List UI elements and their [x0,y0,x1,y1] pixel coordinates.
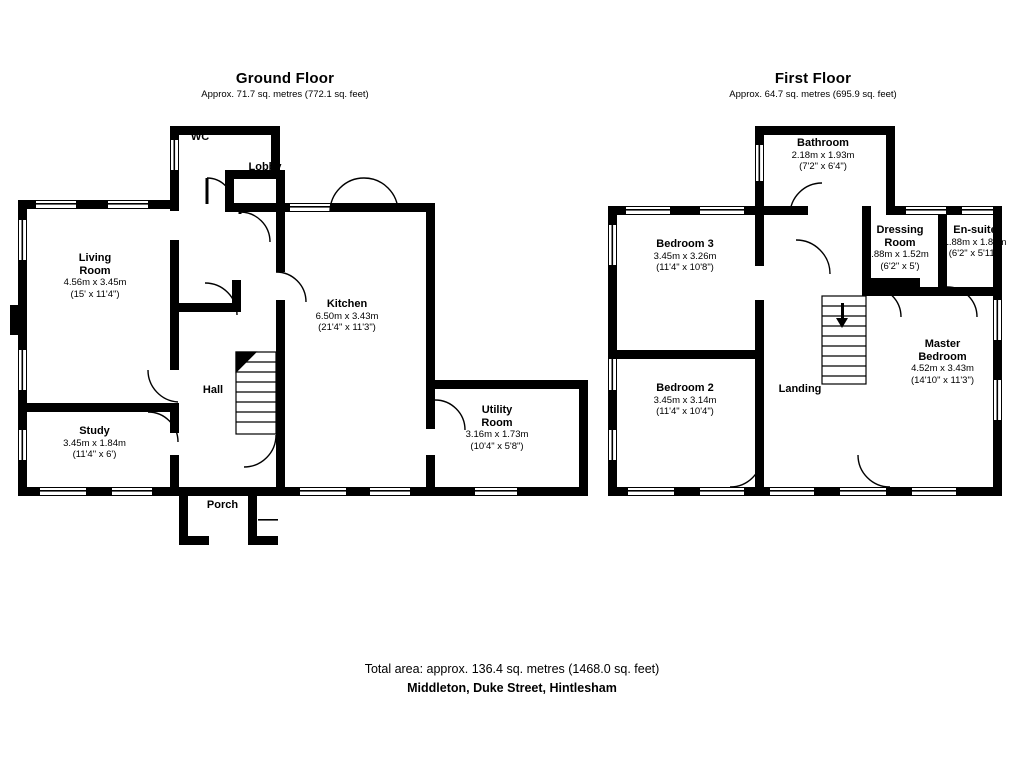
room-label-utility-room [442,404,552,452]
room-name-bedroom-2: Bedroom 2 [656,382,714,394]
ground-floor-subtitle: Approx. 71.7 sq. metres (772.1 sq. feet) [201,89,369,100]
room-name-master-line1: Master [924,338,961,350]
room-label-dressing-room [860,224,940,272]
room-name-master-line2: Bedroom [918,350,967,363]
room-name-utility-line1: Utility [481,404,513,416]
room-name-kitchen: Kitchen [326,298,368,310]
room-dims-bedroom-3-imperial: (11'4" x 10'8") [656,262,714,273]
room-name-bedroom-3: Bedroom 3 [656,238,714,250]
property-address: Middleton, Duke Street, Hintlesham [407,681,617,695]
room-dims-master-metric: 4.52m x 3.43m [911,363,974,374]
room-name-dressing-line2: Room [884,236,916,249]
room-name-hall: Hall [202,384,224,396]
room-name-utility-line2: Room [481,416,513,429]
room-dims-study-metric: 3.45m x 1.84m [63,437,126,449]
room-label-wc [165,131,235,144]
room-dims-en-suite-metric: 1.88m x 1.81m [943,236,1007,248]
room-dims-dressing-metric: .88m x 1.52m [871,249,929,260]
room-dims-study-imperial: (11'4" x 6') [72,449,117,460]
room-name-en-suite: En-suite [953,224,997,236]
total-area-text: Total area: approx. 136.4 sq. metres (1468.0 sq. feet) [364,662,660,676]
room-label-living-room [45,252,145,300]
room-label-kitchen [292,298,402,334]
room-dims-kitchen-imperial: (21'4" x 11'3") [318,322,376,333]
room-name-lobby: Lobby [248,161,282,173]
room-dims-living-room-imperial: (15' x 11'4") [70,288,120,300]
room-dims-bedroom-2-imperial: (11'4" x 10'4") [656,406,714,417]
room-label-porch [185,499,260,512]
room-label-bedroom-2 [630,382,740,418]
room-label-en-suite [935,224,1015,260]
room-label-bathroom [763,137,883,173]
room-label-landing [760,383,840,396]
first-floor-title: First Floor [774,70,852,87]
room-name-living-room-line1: Living [78,252,112,264]
first-floor-subtitle: Approx. 64.7 sq. metres (695.9 sq. feet) [729,89,897,100]
room-name-wc: WC [190,131,210,143]
room-dims-bedroom-2-metric: 3.45m x 3.14m [653,394,717,406]
room-label-master-bedroom [885,338,1000,386]
room-label-study [42,425,147,461]
room-label-hall [178,384,248,397]
room-name-living-room-line2: Room [79,264,111,277]
room-dims-living-room-metric: 4.56m x 3.45m [63,277,127,288]
room-name-landing: Landing [778,383,822,395]
room-dims-kitchen-metric: 6.50m x 3.43m [315,310,379,322]
room-label-bedroom-3 [630,238,740,274]
room-name-study: Study [79,425,110,437]
room-label-lobby [230,161,300,174]
ground-floor-plan [10,126,588,545]
room-dims-utility-imperial: (10'4" x 5'8") [470,440,524,452]
room-dims-master-imperial: (14'10" x 11'3") [910,374,974,386]
room-dims-en-suite-imperial: (6'2" x 5'11") [948,248,1002,259]
ground-floor-title: Ground Floor [235,70,335,87]
room-name-bathroom: Bathroom [797,137,849,149]
first-floor-plan [608,126,1002,496]
room-dims-bathroom-imperial: (7'2" x 6'4") [799,161,847,172]
room-dims-utility-metric: 3.16m x 1.73m [465,429,529,440]
room-dims-dressing-imperial: (6'2" x 5') [880,260,920,272]
room-dims-bathroom-metric: 2.18m x 1.93m [791,149,855,161]
room-name-porch: Porch [206,499,239,511]
room-name-dressing-line1: Dressing [876,224,924,236]
room-dims-bedroom-3-metric: 3.45m x 3.26m [653,250,717,262]
